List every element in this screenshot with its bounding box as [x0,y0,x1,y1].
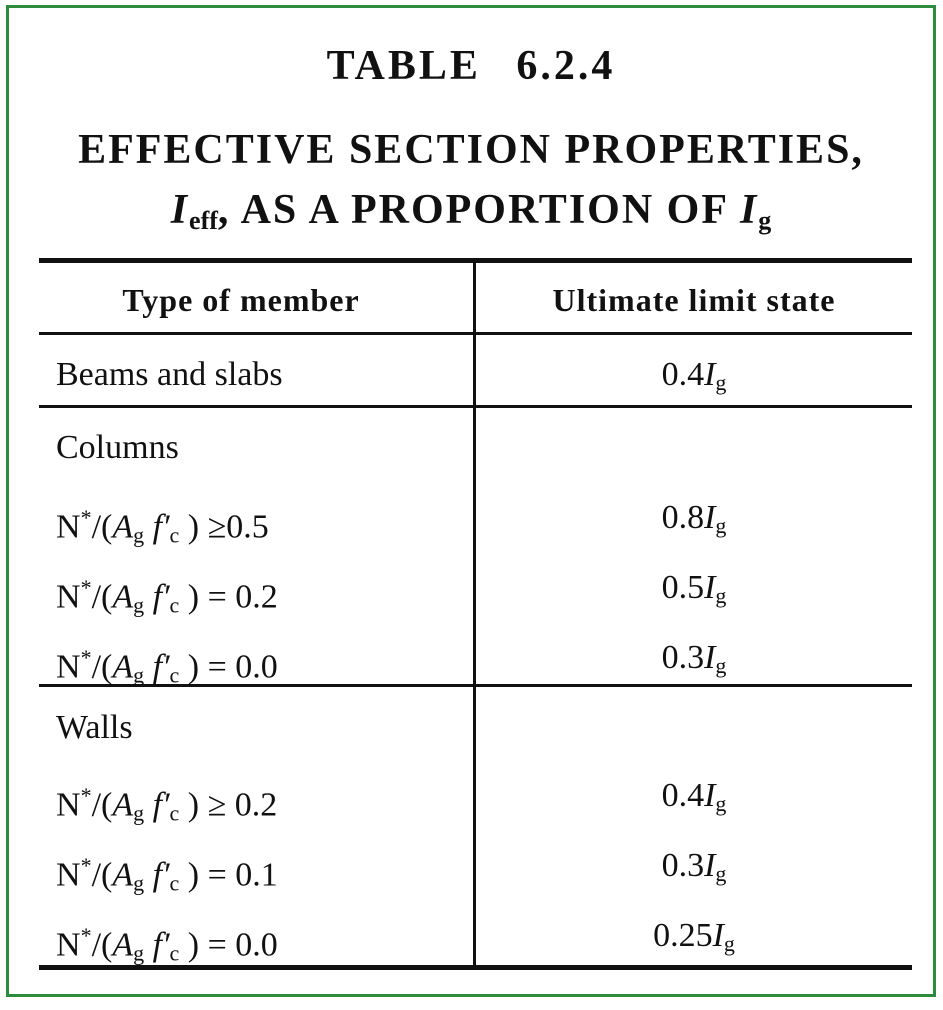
title-I2: I [739,187,759,233]
header-ultimate-limit-state: Ultimate limit state [552,282,836,318]
row-member-1: Columns [56,429,179,466]
row-value-6: $0.4I_g$ [661,777,727,816]
row-member-6: $N^*/(A_g$ $f'_c$ ) ≥ 0.2 [56,783,278,826]
row-member-7: $N^*/(A_g$ $f'_c$ ) = 0.1 [56,853,278,896]
table-number: TABLE 6.2.4 [326,43,616,89]
title-mid: , AS A PROPORTION OF [217,187,740,233]
row-member-8: $N^*/(A_g$ $f'_c$ ) = 0.0 [56,923,278,966]
row-member-2: $N^*/(A_g$ $f'_c$ ) ≥0.5 [56,505,269,548]
title-g: g [758,206,772,235]
row-member-3: $N^*/(A_g$ $f'_c$ ) = 0.2 [56,575,278,618]
row-member-4: $N^*/(A_g$ $f'_c$ ) = 0.0 [56,645,278,688]
table-title-line1: EFFECTIVE SECTION PROPERTIES, [78,127,864,173]
row-value-4: $0.3I_g$ [661,639,727,678]
row-value-0: $0.4I_g$ [661,356,727,395]
table-frame [6,5,936,997]
title-eff: eff [189,206,218,235]
row-value-2: $0.8I_g$ [661,499,727,538]
row-value-7: $0.3I_g$ [661,847,727,886]
row-member-0: Beams and slabs [56,356,283,393]
row-value-3: $0.5I_g$ [661,569,727,608]
title-I: I [170,187,190,233]
table-title-line2 [9,186,933,236]
header-type-of-member: Type of member [122,282,360,318]
row-member-5: Walls [56,709,133,746]
row-value-8: $0.25I_g$ [653,917,735,956]
